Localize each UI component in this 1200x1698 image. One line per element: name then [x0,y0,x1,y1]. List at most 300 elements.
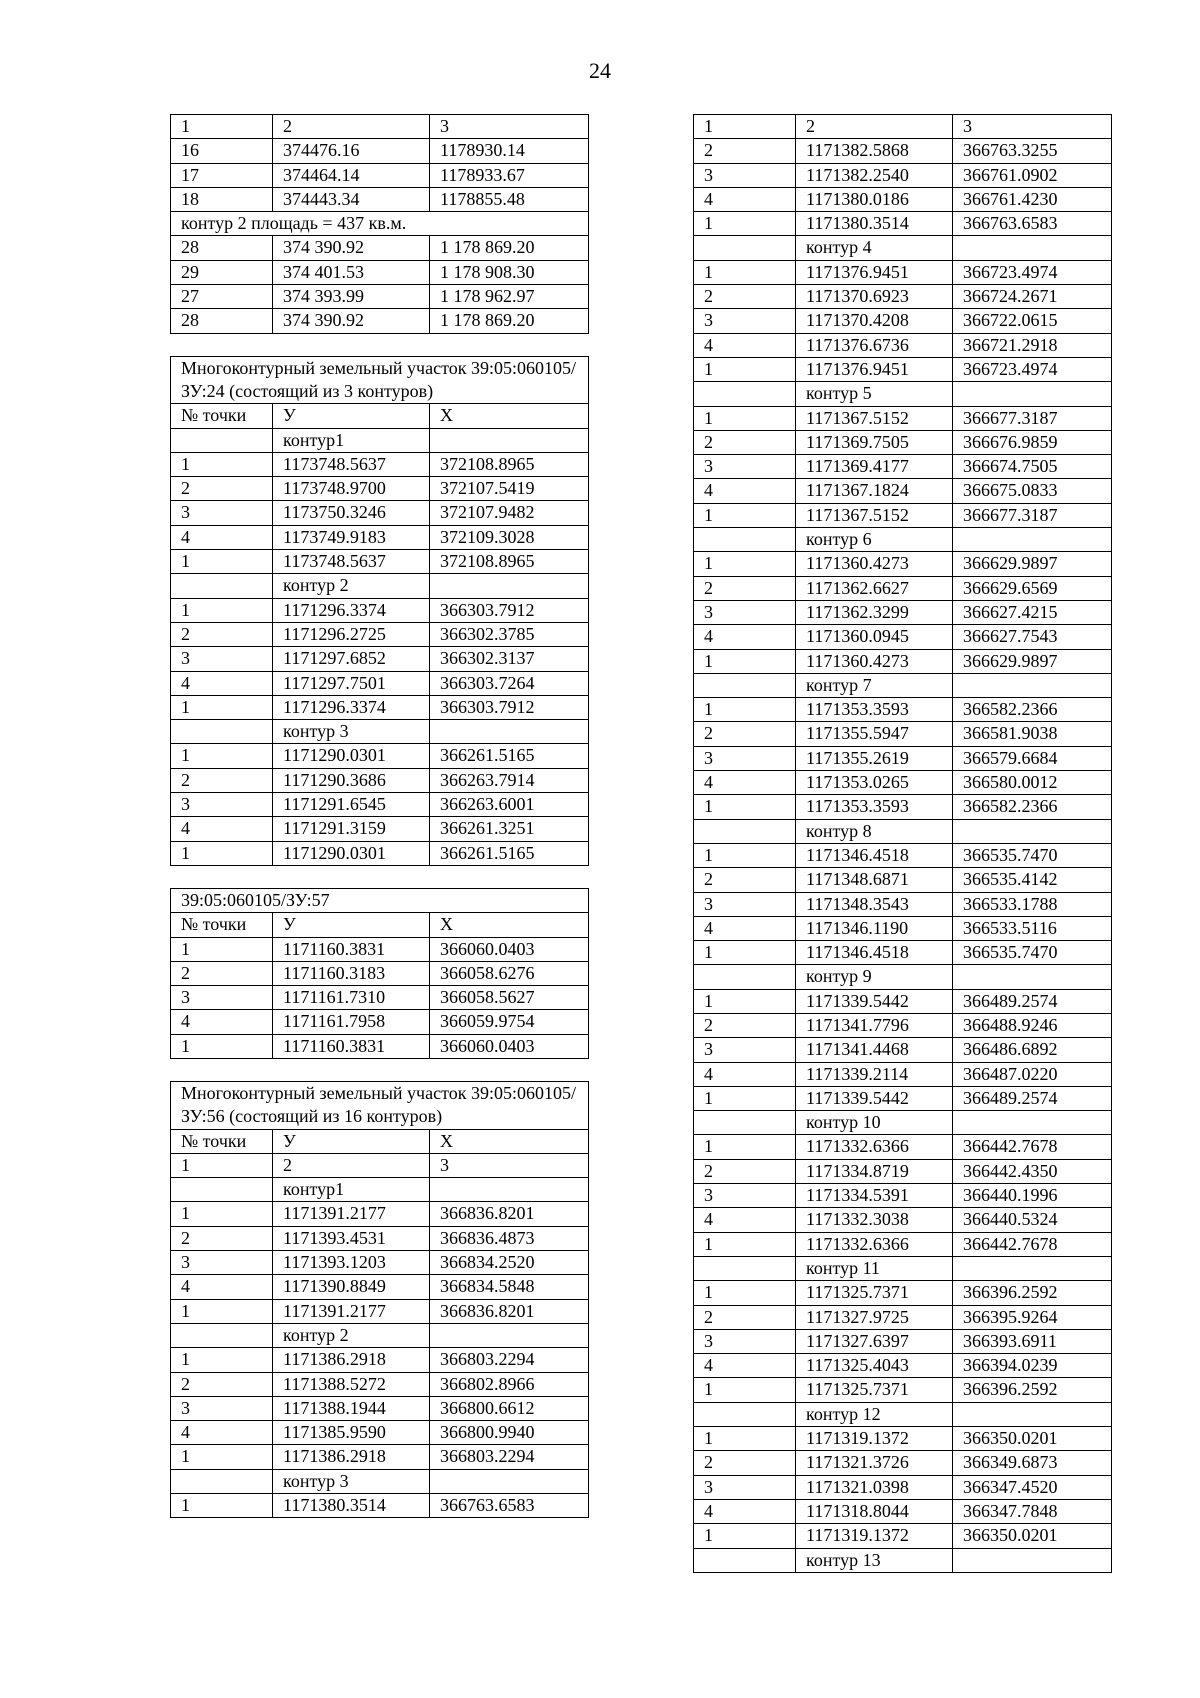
table-cell: 1 178 908.30 [430,260,589,284]
table-cell: 1 [694,357,796,381]
table-cell: 1171327.9725 [796,1305,953,1329]
table-cell: 4 [694,1354,796,1378]
table-cell: 1 [694,1524,796,1548]
table-cell: 366677.3187 [953,406,1112,430]
table-cell: 366582.2366 [953,698,1112,722]
table-row [694,1111,1112,1135]
table-row [171,598,589,622]
table-cell: 28 [171,236,273,260]
table-cell: 366263.7914 [430,768,589,792]
table-row [171,913,589,937]
table-row [694,1427,1112,1451]
table-cell: контур1 [273,428,430,452]
table-cell [694,819,796,843]
table-row [694,1524,1112,1548]
table-row [171,720,589,744]
table-cell: 366393.6911 [953,1329,1112,1353]
table-row [171,1348,589,1372]
table-cell: 366533.5116 [953,916,1112,940]
table-cell: 366674.7505 [953,455,1112,479]
table-cell: 366581.9038 [953,722,1112,746]
table-cell: 366629.6569 [953,576,1112,600]
table-cell: 366834.5848 [430,1275,589,1299]
table-cell: 366302.3785 [430,622,589,646]
table-cell: 366761.4230 [953,187,1112,211]
table-row [694,1232,1112,1256]
table-row [694,1135,1112,1159]
table-cell: 1 [694,503,796,527]
coordinates-table-right [693,114,1112,1573]
table-row [694,479,1112,503]
table-cell: 1 [694,1378,796,1402]
table-cell: 1171367.5152 [796,503,953,527]
table-cell: 4 [694,333,796,357]
table-cell: контур 7 [796,673,953,697]
table-cell: 1 [694,1135,796,1159]
table-cell: контур 10 [796,1111,953,1135]
table-row [694,406,1112,430]
table-cell: 1 [694,552,796,576]
table-cell: 366629.9897 [953,552,1112,576]
table-cell: 366440.5324 [953,1208,1112,1232]
table-cell: 366489.2574 [953,989,1112,1013]
table-cell: 374476.16 [273,139,430,163]
table-cell: 1171332.6366 [796,1135,953,1159]
table-row [694,698,1112,722]
table-row [694,673,1112,697]
table-cell: 2 [273,115,430,139]
table-row [171,768,589,792]
table-cell: 374 390.92 [273,309,430,333]
table-row [694,1184,1112,1208]
table-cell: 1171296.3374 [273,598,430,622]
table-row [171,671,589,695]
table-row [694,965,1112,989]
table-row [694,819,1112,843]
table-cell: 366580.0012 [953,771,1112,795]
table-row [694,1281,1112,1305]
table-row [694,115,1112,139]
table-cell: контур 2 [273,574,430,598]
table-cell: 366060.0403 [430,1034,589,1058]
table-row [694,1038,1112,1062]
coordinates-table-3 [170,888,589,1059]
table-cell: 1 [694,406,796,430]
table-cell: 1 [171,1494,273,1518]
table-cell: 366627.4215 [953,600,1112,624]
table-cell: 1171160.3831 [273,937,430,961]
table-cell: 1 [171,1153,273,1177]
table-cell: 4 [694,479,796,503]
table-cell: 2 [694,1451,796,1475]
table-cell [430,574,589,598]
left-column [170,114,588,1518]
table-row [171,1153,589,1177]
table-row [171,285,589,309]
table-row [171,961,589,985]
table-cell: 366059.9754 [430,1010,589,1034]
table-cell: 366803.2294 [430,1348,589,1372]
table-row [171,647,589,671]
table-cell: 1171332.6366 [796,1232,953,1256]
table-cell: 372108.8965 [430,452,589,476]
table-cell: 3 [171,501,273,525]
table-row [171,163,589,187]
table-cell: 366677.3187 [953,503,1112,527]
table-cell: 1171327.6397 [796,1329,953,1353]
table-cell: 4 [694,1499,796,1523]
table-row [171,139,589,163]
table-cell: 366060.0403 [430,937,589,961]
table-cell: 2 [273,1153,430,1177]
table-cell: 1171341.7796 [796,1013,953,1037]
table-row [171,1129,589,1153]
table-title: Многоконтурный земельный участок 39:05:060105/ЗУ:24 (состоящий из 3 контуров) [171,356,589,404]
table-cell: 1173749.9183 [273,525,430,549]
table-cell: 3 [694,1038,796,1062]
table-cell: 372107.9482 [430,501,589,525]
table-cell: 1 [171,937,273,961]
table-cell [171,1469,273,1493]
table-row [694,892,1112,916]
table-cell: 1171376.6736 [796,333,953,357]
table-cell [694,1111,796,1135]
table-title: Многоконтурный земельный участок 39:05:060105/ЗУ:56 (состоящий из 16 контуров) [171,1081,589,1129]
table-cell: 366802.8966 [430,1372,589,1396]
table-row [694,989,1112,1013]
table-cell: 1171353.3593 [796,698,953,722]
table-cell: 16 [171,139,273,163]
table-row [171,1226,589,1250]
table-row [694,1354,1112,1378]
table-row [171,986,589,1010]
table-cell: 3 [694,1184,796,1208]
table-row [171,744,589,768]
table-cell: 1171369.4177 [796,455,953,479]
table-cell: 2 [694,1159,796,1183]
table-cell: 366261.3251 [430,817,589,841]
table-row [171,236,589,260]
table-cell: 3 [171,986,273,1010]
table-cell: 1171369.7505 [796,430,953,454]
table-row [171,428,589,452]
table-cell: 1 178 869.20 [430,236,589,260]
table-cell: 1171339.5442 [796,989,953,1013]
table-row [171,1202,589,1226]
table-cell: 28 [171,309,273,333]
table-cell: 1 [171,841,273,865]
table-cell: 1171380.3514 [796,212,953,236]
table-cell: 372107.5419 [430,477,589,501]
table-row [694,333,1112,357]
table-cell: 366836.8201 [430,1202,589,1226]
table-cell: 1171393.1203 [273,1251,430,1275]
table-cell: 1 [171,115,273,139]
table-cell: 1171353.3593 [796,795,953,819]
table-cell: 4 [171,817,273,841]
table-cell: 1171321.0398 [796,1475,953,1499]
table-cell: 374 401.53 [273,260,430,284]
table-cell: 1171382.5868 [796,139,953,163]
table-cell: 366350.0201 [953,1524,1112,1548]
table-cell: 1 [694,115,796,139]
table-cell [953,819,1112,843]
table-cell: 2 [694,1013,796,1037]
table-row [694,868,1112,892]
table-cell: 366535.7470 [953,843,1112,867]
table-cell: контур 2 [273,1323,430,1347]
table-cell: 1171290.0301 [273,744,430,768]
table-cell: 1171370.4208 [796,309,953,333]
table-cell: 3 [694,892,796,916]
table-row [171,937,589,961]
table-cell: 366535.4142 [953,868,1112,892]
table-cell: 2 [171,1372,273,1396]
table-cell: 2 [171,1226,273,1250]
table-row [694,576,1112,600]
table-cell: 3 [694,746,796,770]
table-cell: 1 [171,1445,273,1469]
table-cell [694,1402,796,1426]
table-cell: 1171334.5391 [796,1184,953,1208]
table-row [171,1469,589,1493]
table-cell: контур 4 [796,236,953,260]
table-cell: 1171297.6852 [273,647,430,671]
table-cell [953,236,1112,260]
table-row [171,817,589,841]
table-cell: 372108.8965 [430,550,589,574]
table-cell: 366058.5627 [430,986,589,1010]
table-row [171,260,589,284]
table-cell: 2 [694,1305,796,1329]
table-row [171,1445,589,1469]
table-cell: 1 [694,649,796,673]
table-cell: 3 [171,1251,273,1275]
table-cell [430,720,589,744]
table-cell: контур 3 [273,720,430,744]
table-cell: 2 [694,430,796,454]
table-cell: 366302.3137 [430,647,589,671]
table-row [171,574,589,598]
table-cell: контур 8 [796,819,953,843]
table-cell: 366675.0833 [953,479,1112,503]
table-cell: 366763.3255 [953,139,1112,163]
table-cell: 3 [694,1475,796,1499]
table-cell: 366486.6892 [953,1038,1112,1062]
table-cell: 1171360.4273 [796,649,953,673]
table-cell: 366347.7848 [953,1499,1112,1523]
table-row [171,115,589,139]
table-cell: 1171393.4531 [273,1226,430,1250]
table-cell: 1171353.0265 [796,771,953,795]
table-cell: 4 [694,625,796,649]
table-cell: 1 [694,795,796,819]
table-cell: 1171367.5152 [796,406,953,430]
table-cell: 366303.7264 [430,671,589,695]
table-cell: 1 178 869.20 [430,309,589,333]
table-cell: контур 13 [796,1548,953,1572]
table-cell: контур 12 [796,1402,953,1426]
table-cell: № точки [171,913,273,937]
table-cell: 366763.6583 [430,1494,589,1518]
table-cell: 1 [171,744,273,768]
table-cell: 2 [796,115,953,139]
table-cell: 2 [694,868,796,892]
table-cell: 1171319.1372 [796,1427,953,1451]
table-cell: 366763.6583 [953,212,1112,236]
table-row [694,1086,1112,1110]
table-cell: № точки [171,1129,273,1153]
table-cell: 366629.9897 [953,649,1112,673]
table-cell: 1 [694,989,796,1013]
table-cell: 1171291.6545 [273,793,430,817]
table-cell: 366349.6873 [953,1451,1112,1475]
table-row [694,430,1112,454]
table-cell: 4 [171,1421,273,1445]
table-cell: 366836.8201 [430,1299,589,1323]
table-title: 39:05:060105/ЗУ:57 [171,888,589,912]
table-row [694,625,1112,649]
table-cell: 2 [694,139,796,163]
table-row [171,212,589,236]
table-cell: 3 [171,647,273,671]
table-cell: 1 [171,452,273,476]
table-row [694,357,1112,381]
table-cell: 18 [171,187,273,211]
table-row [694,163,1112,187]
table-cell: 1171348.3543 [796,892,953,916]
table-cell [953,382,1112,406]
table-row [694,212,1112,236]
table-row [171,793,589,817]
table-cell: 1 [694,698,796,722]
table-row [694,1013,1112,1037]
table-cell: 366676.9859 [953,430,1112,454]
table-cell: 366394.0239 [953,1354,1112,1378]
table-cell: 1178930.14 [430,139,589,163]
table-row [171,309,589,333]
table-row [694,1256,1112,1280]
table-cell [694,673,796,697]
table-cell: 366627.7543 [953,625,1112,649]
table-cell: 366303.7912 [430,695,589,719]
table-cell: 3 [430,115,589,139]
table-row [694,139,1112,163]
table-row [694,552,1112,576]
table-cell: 1171362.6627 [796,576,953,600]
table-row [694,285,1112,309]
table-row [694,649,1112,673]
table-cell: 1 [694,1427,796,1451]
table-cell: 1 [694,1232,796,1256]
table-cell: 1171346.1190 [796,916,953,940]
table-cell: 1171380.3514 [273,1494,430,1518]
table-cell: 1171388.1944 [273,1396,430,1420]
table-row [694,260,1112,284]
table-cell: 366721.2918 [953,333,1112,357]
table-row [171,187,589,211]
table-cell: 366396.2592 [953,1378,1112,1402]
table-cell: 366058.6276 [430,961,589,985]
table-row [694,795,1112,819]
table-cell: 366834.2520 [430,1251,589,1275]
table-cell [953,673,1112,697]
table-cell: 1 [694,1281,796,1305]
table-cell: 1171348.6871 [796,868,953,892]
table-cell: 1171297.7501 [273,671,430,695]
table-cell: Х [430,404,589,428]
table-cell: 1 [694,1086,796,1110]
table-cell: контур 9 [796,965,953,989]
table-cell: 1171291.3159 [273,817,430,841]
table-cell: 366396.2592 [953,1281,1112,1305]
table-cell [953,1111,1112,1135]
table-cell: 366488.9246 [953,1013,1112,1037]
table-cell [430,1469,589,1493]
table-cell: 366489.2574 [953,1086,1112,1110]
table-row [694,843,1112,867]
table-row [694,1062,1112,1086]
table-cell: 1 [171,1202,273,1226]
table-row [694,1378,1112,1402]
table-cell: 1171376.9451 [796,260,953,284]
table-cell: 366442.7678 [953,1232,1112,1256]
table-cell: 372109.3028 [430,525,589,549]
table-cell: 1173748.5637 [273,452,430,476]
table-cell: 366723.4974 [953,357,1112,381]
table-cell [694,1256,796,1280]
table-cell [171,720,273,744]
table-cell: 1171346.4518 [796,843,953,867]
page-number: 24 [589,58,611,83]
table-cell: 1171296.3374 [273,695,430,719]
table-cell: 1171386.2918 [273,1445,430,1469]
table-cell: 1171391.2177 [273,1202,430,1226]
table-cell: 1171318.8044 [796,1499,953,1523]
table-cell: 1 [171,598,273,622]
table-cell: 1171390.8849 [273,1275,430,1299]
table-cell: 1171355.5947 [796,722,953,746]
table-cell [171,428,273,452]
table-cell: 1171325.7371 [796,1281,953,1305]
table-cell [171,574,273,598]
table-cell: 3 [694,1329,796,1353]
table-cell: У [273,913,430,937]
table-cell: 374443.34 [273,187,430,211]
table-cell: 1171386.2918 [273,1348,430,1372]
table-cell: 366761.0902 [953,163,1112,187]
table-cell: 1171325.7371 [796,1378,953,1402]
table-cell: 366440.1996 [953,1184,1112,1208]
table-cell [694,528,796,552]
table-cell: 1 [694,941,796,965]
table-cell: 2 [694,285,796,309]
table-cell: 366800.9940 [430,1421,589,1445]
table-cell: 4 [694,187,796,211]
table-cell: 3 [953,115,1112,139]
table-cell [953,1548,1112,1572]
table-cell [171,1323,273,1347]
table-cell: 4 [694,1062,796,1086]
table-cell: 4 [694,1208,796,1232]
table-cell: 1173748.9700 [273,477,430,501]
table-cell: контур1 [273,1178,430,1202]
table-cell: 1 [171,1348,273,1372]
table-cell: 366347.4520 [953,1475,1112,1499]
table-cell: 366395.9264 [953,1305,1112,1329]
table-cell: 366442.4350 [953,1159,1112,1183]
table-cell: 1171341.4468 [796,1038,953,1062]
